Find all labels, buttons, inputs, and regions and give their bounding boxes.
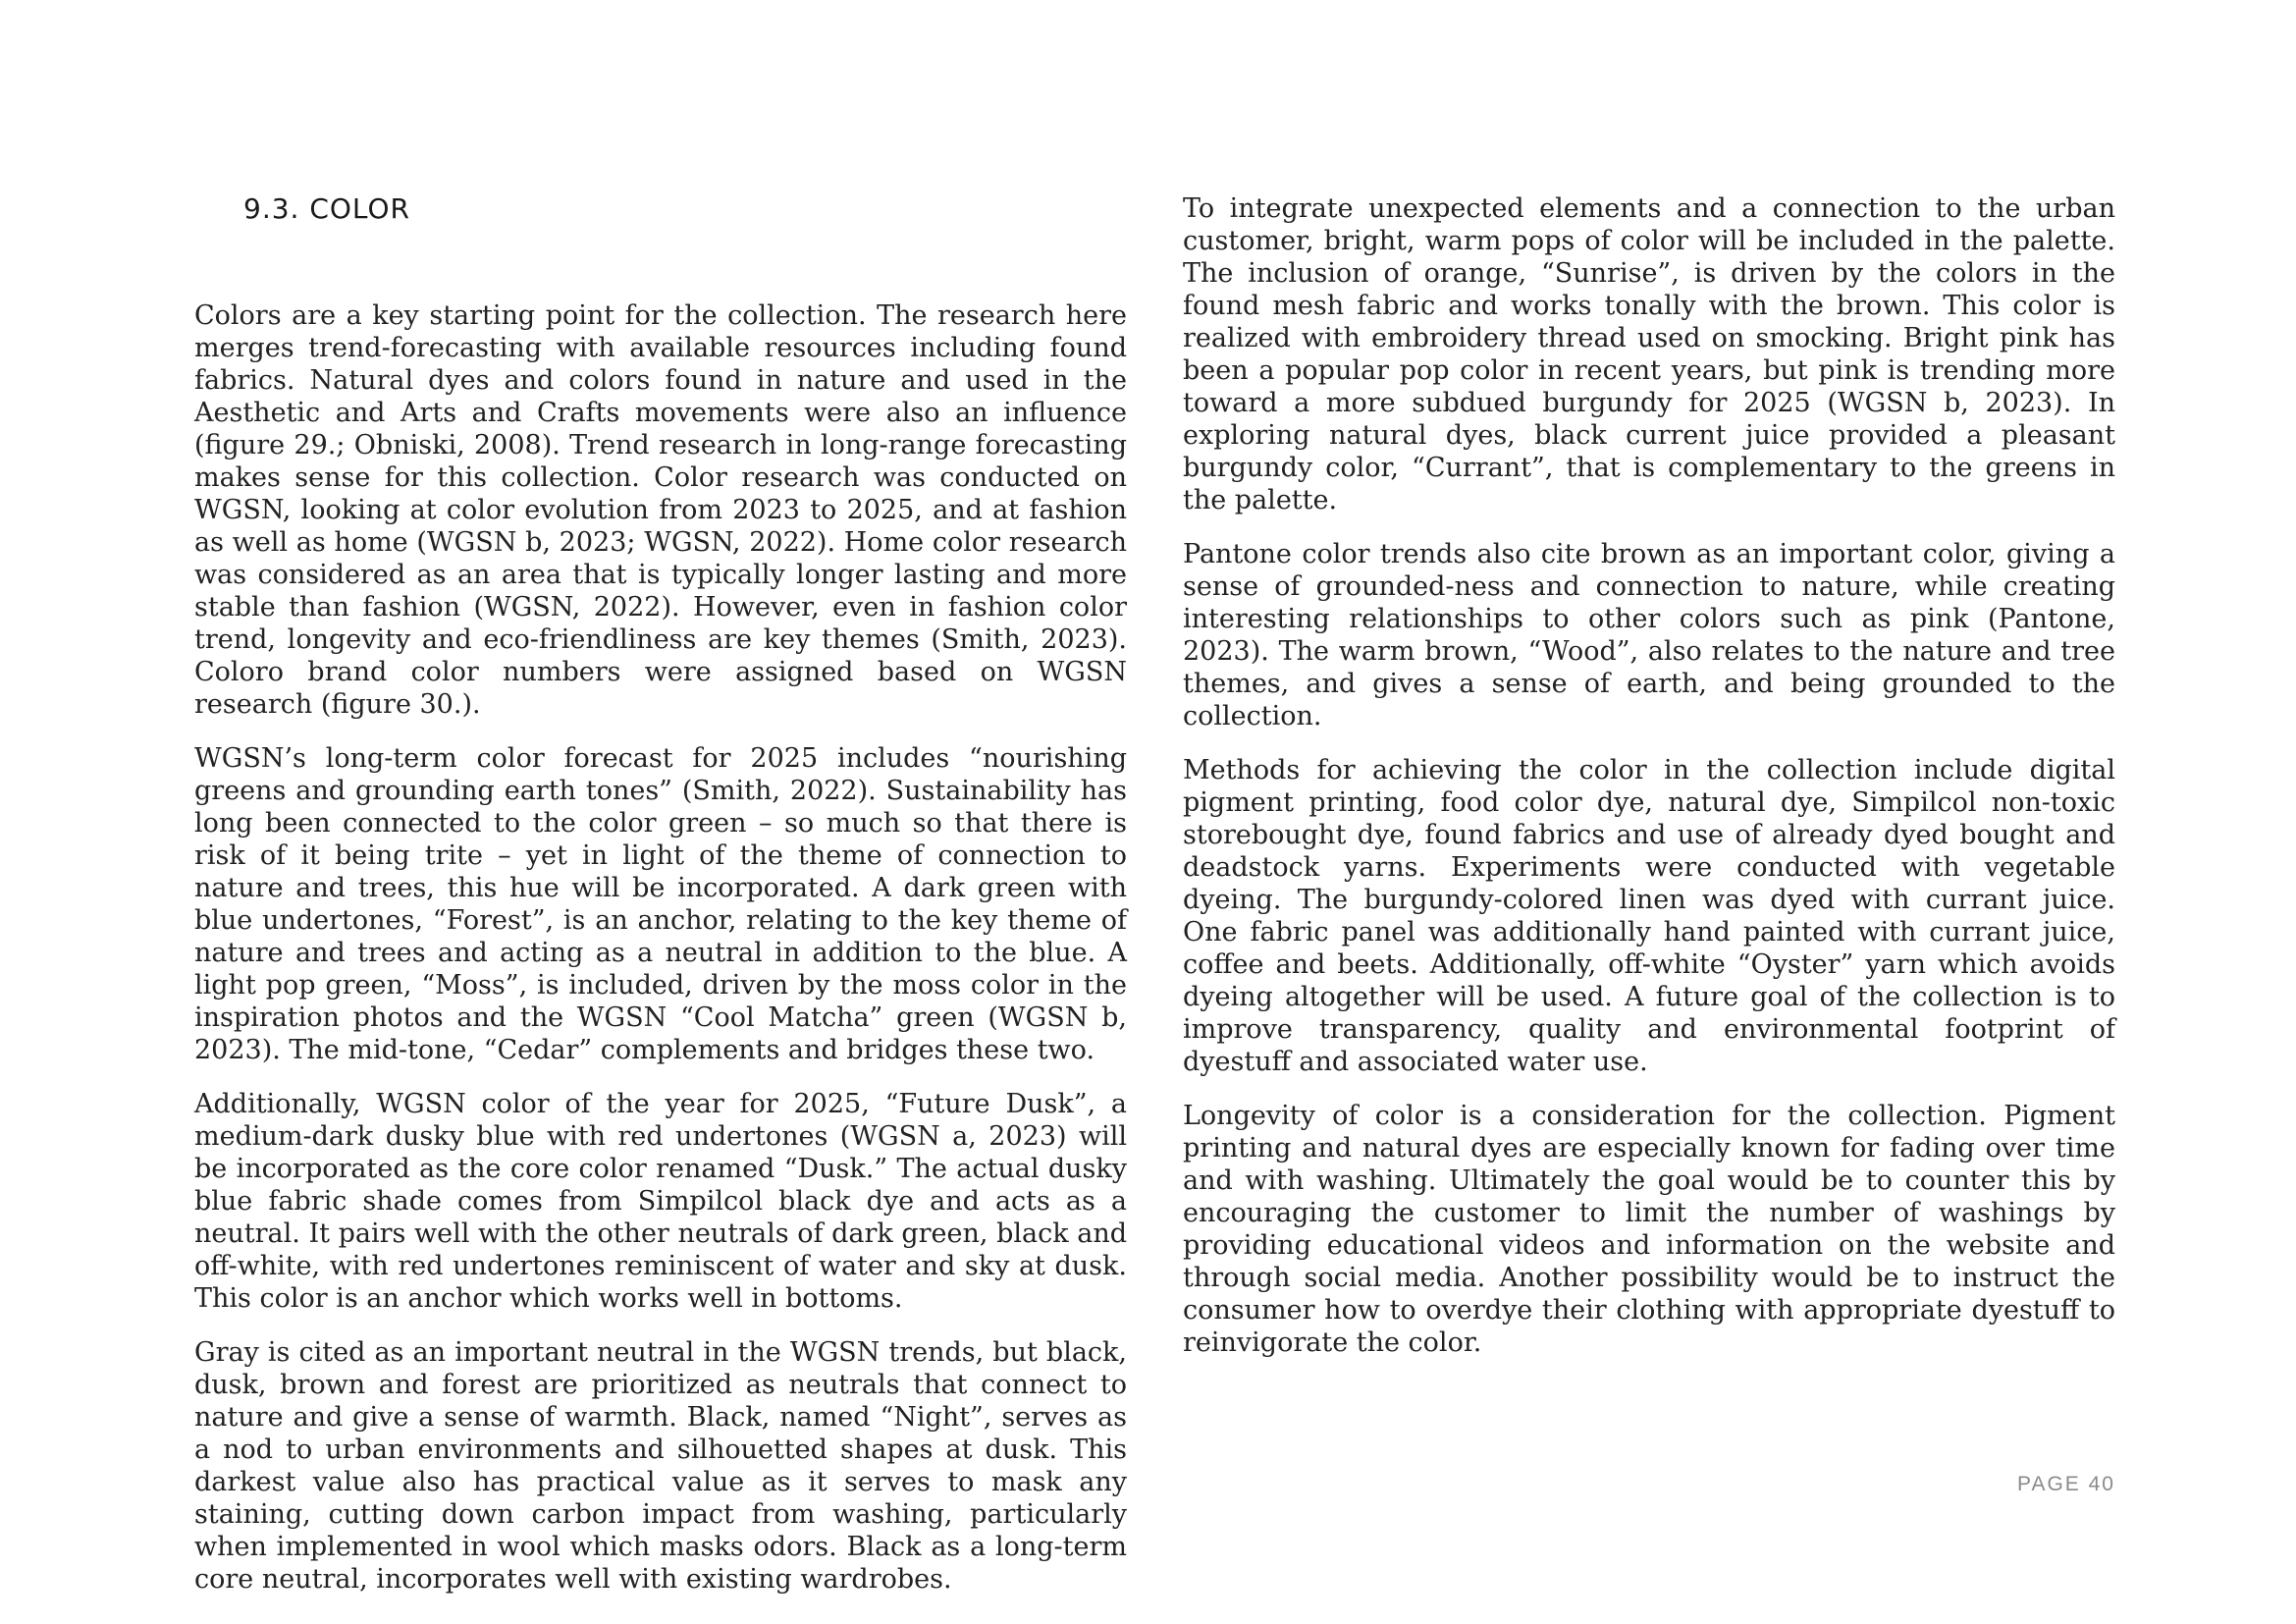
- paragraph: Colors are a key starting point for the collection. The research here merges trend-forecasting with available resources including found fabrics. Natural dyes and colors found in nature and used in the Aesthetic and Arts and Crafts movements were also an influence (figure 29.; Obniski, 2008). Trend research in long-range forecasting makes sense for this collection. Color research was conducted on WGSN, looking at color evolution from 2023 to 2025, and at fashion as well as home (WGSN b, 2023; WGSN, 2022). Home color research was considered as an area that is typically longer lasting and more stable than fashion (WGSN, 2022). However, even in fashion color trend, longevity and eco-friendliness are key themes (Smith, 2023). Coloro brand color numbers were assigned based on WGSN research (figure 30.).: [194, 300, 1127, 720]
- left-column: [194, 299, 1127, 1617]
- paragraph: WGSN’s long-term color forecast for 2025 includes “nourishing greens and grounding earth tones” (Smith, 2022). Sustainability has long been connected to the color green – so much so that there is risk of it being trite – yet in light of the theme of connection to nature and trees, this hue will be incorporated. A dark green with blue undertones, “Forest”, is an anchor, relating to the key theme of nature and trees and acting as a neutral in addition to the blue. A light pop green, “Moss”, is included, driven by the moss color in the inspiration photos and the WGSN “Cool Matcha” green (WGSN b, 2023). The mid-tone, “Cedar” complements and bridges these two.: [194, 743, 1127, 1065]
- paragraph: Longevity of color is a consideration for the collection. Pigment printing and natural dyes are especially known for fading over time and with washing. Ultimately the goal would be to counter this by encouraging the customer to limit the number of washings by providing educational videos and information on the website and through social media. Another possibility would be to instruct the consumer how to overdye their clothing with appropriate dyestuff to reinvigorate the color.: [1183, 1101, 2115, 1358]
- paragraph: Additionally, WGSN color of the year for 2025, “Future Dusk”, a medium-dark dusky blue with red undertones (WGSN a, 2023) will be incorporated as the core color renamed “Dusk.” The actual dusky blue fabric shade comes from Simpilcol black dye and acts as a neutral. It pairs well with the other neutrals of dark green, black and off-white, with red undertones reminiscent of water and sky at dusk. This color is an anchor which works well in bottoms.: [194, 1089, 1127, 1314]
- section-heading: 9.3. COLOR: [243, 192, 411, 225]
- paragraph: Methods for achieving the color in the collection include digital pigment printing, food color dye, natural dye, Simpilcol non-toxic storebought dye, found fabrics and use of already dyed bought and deadstock yarns. Experiments were conducted with vegetable dyeing. The burgundy-colored linen was dyed with currant juice. One fabric panel was additionally hand painted with currant juice, coffee and beets. Additionally, off-white “Oyster” yarn which avoids dyeing altogether will be used. A future goal of the collection is to improve transparency, quality and environmental footprint of dyestuff and associated water use.: [1183, 755, 2115, 1077]
- page-number: PAGE 40: [2017, 1473, 2115, 1495]
- paragraph: Gray is cited as an important neutral in the WGSN trends, but black, dusk, brown and forest are prioritized as neutrals that connect to nature and give a sense of warmth. Black, named “Night”, serves as a nod to urban environments and silhouetted shapes at dusk. This darkest value also has practical value as it serves to mask any staining, cutting down carbon impact from washing, particularly when implemented in wool which masks odors. Black as a long-term core neutral, incorporates well with existing wardrobes.: [194, 1337, 1127, 1595]
- right-column: [1183, 192, 2115, 1380]
- paragraph: To integrate unexpected elements and a connection to the urban customer, bright, warm pops of color will be included in the palette. The inclusion of orange, “Sunrise”, is driven by the colors in the found mesh fabric and works tonally with the brown. This color is realized with embroidery thread used on smocking. Bright pink has been a popular pop color in recent years, but pink is trending more toward a more subdued burgundy for 2025 (WGSN b, 2023). In exploring natural dyes, black current juice provided a pleasant burgundy color, “Currant”, that is complementary to the greens in the palette.: [1183, 193, 2115, 515]
- paragraph: Pantone color trends also cite brown as an important color, giving a sense of grounded-ness and connection to nature, while creating interesting relationships to other colors such as pink (Pantone, 2023). The warm brown, “Wood”, also relates to the nature and tree themes, and gives a sense of earth, and being grounded to the collection.: [1183, 539, 2115, 731]
